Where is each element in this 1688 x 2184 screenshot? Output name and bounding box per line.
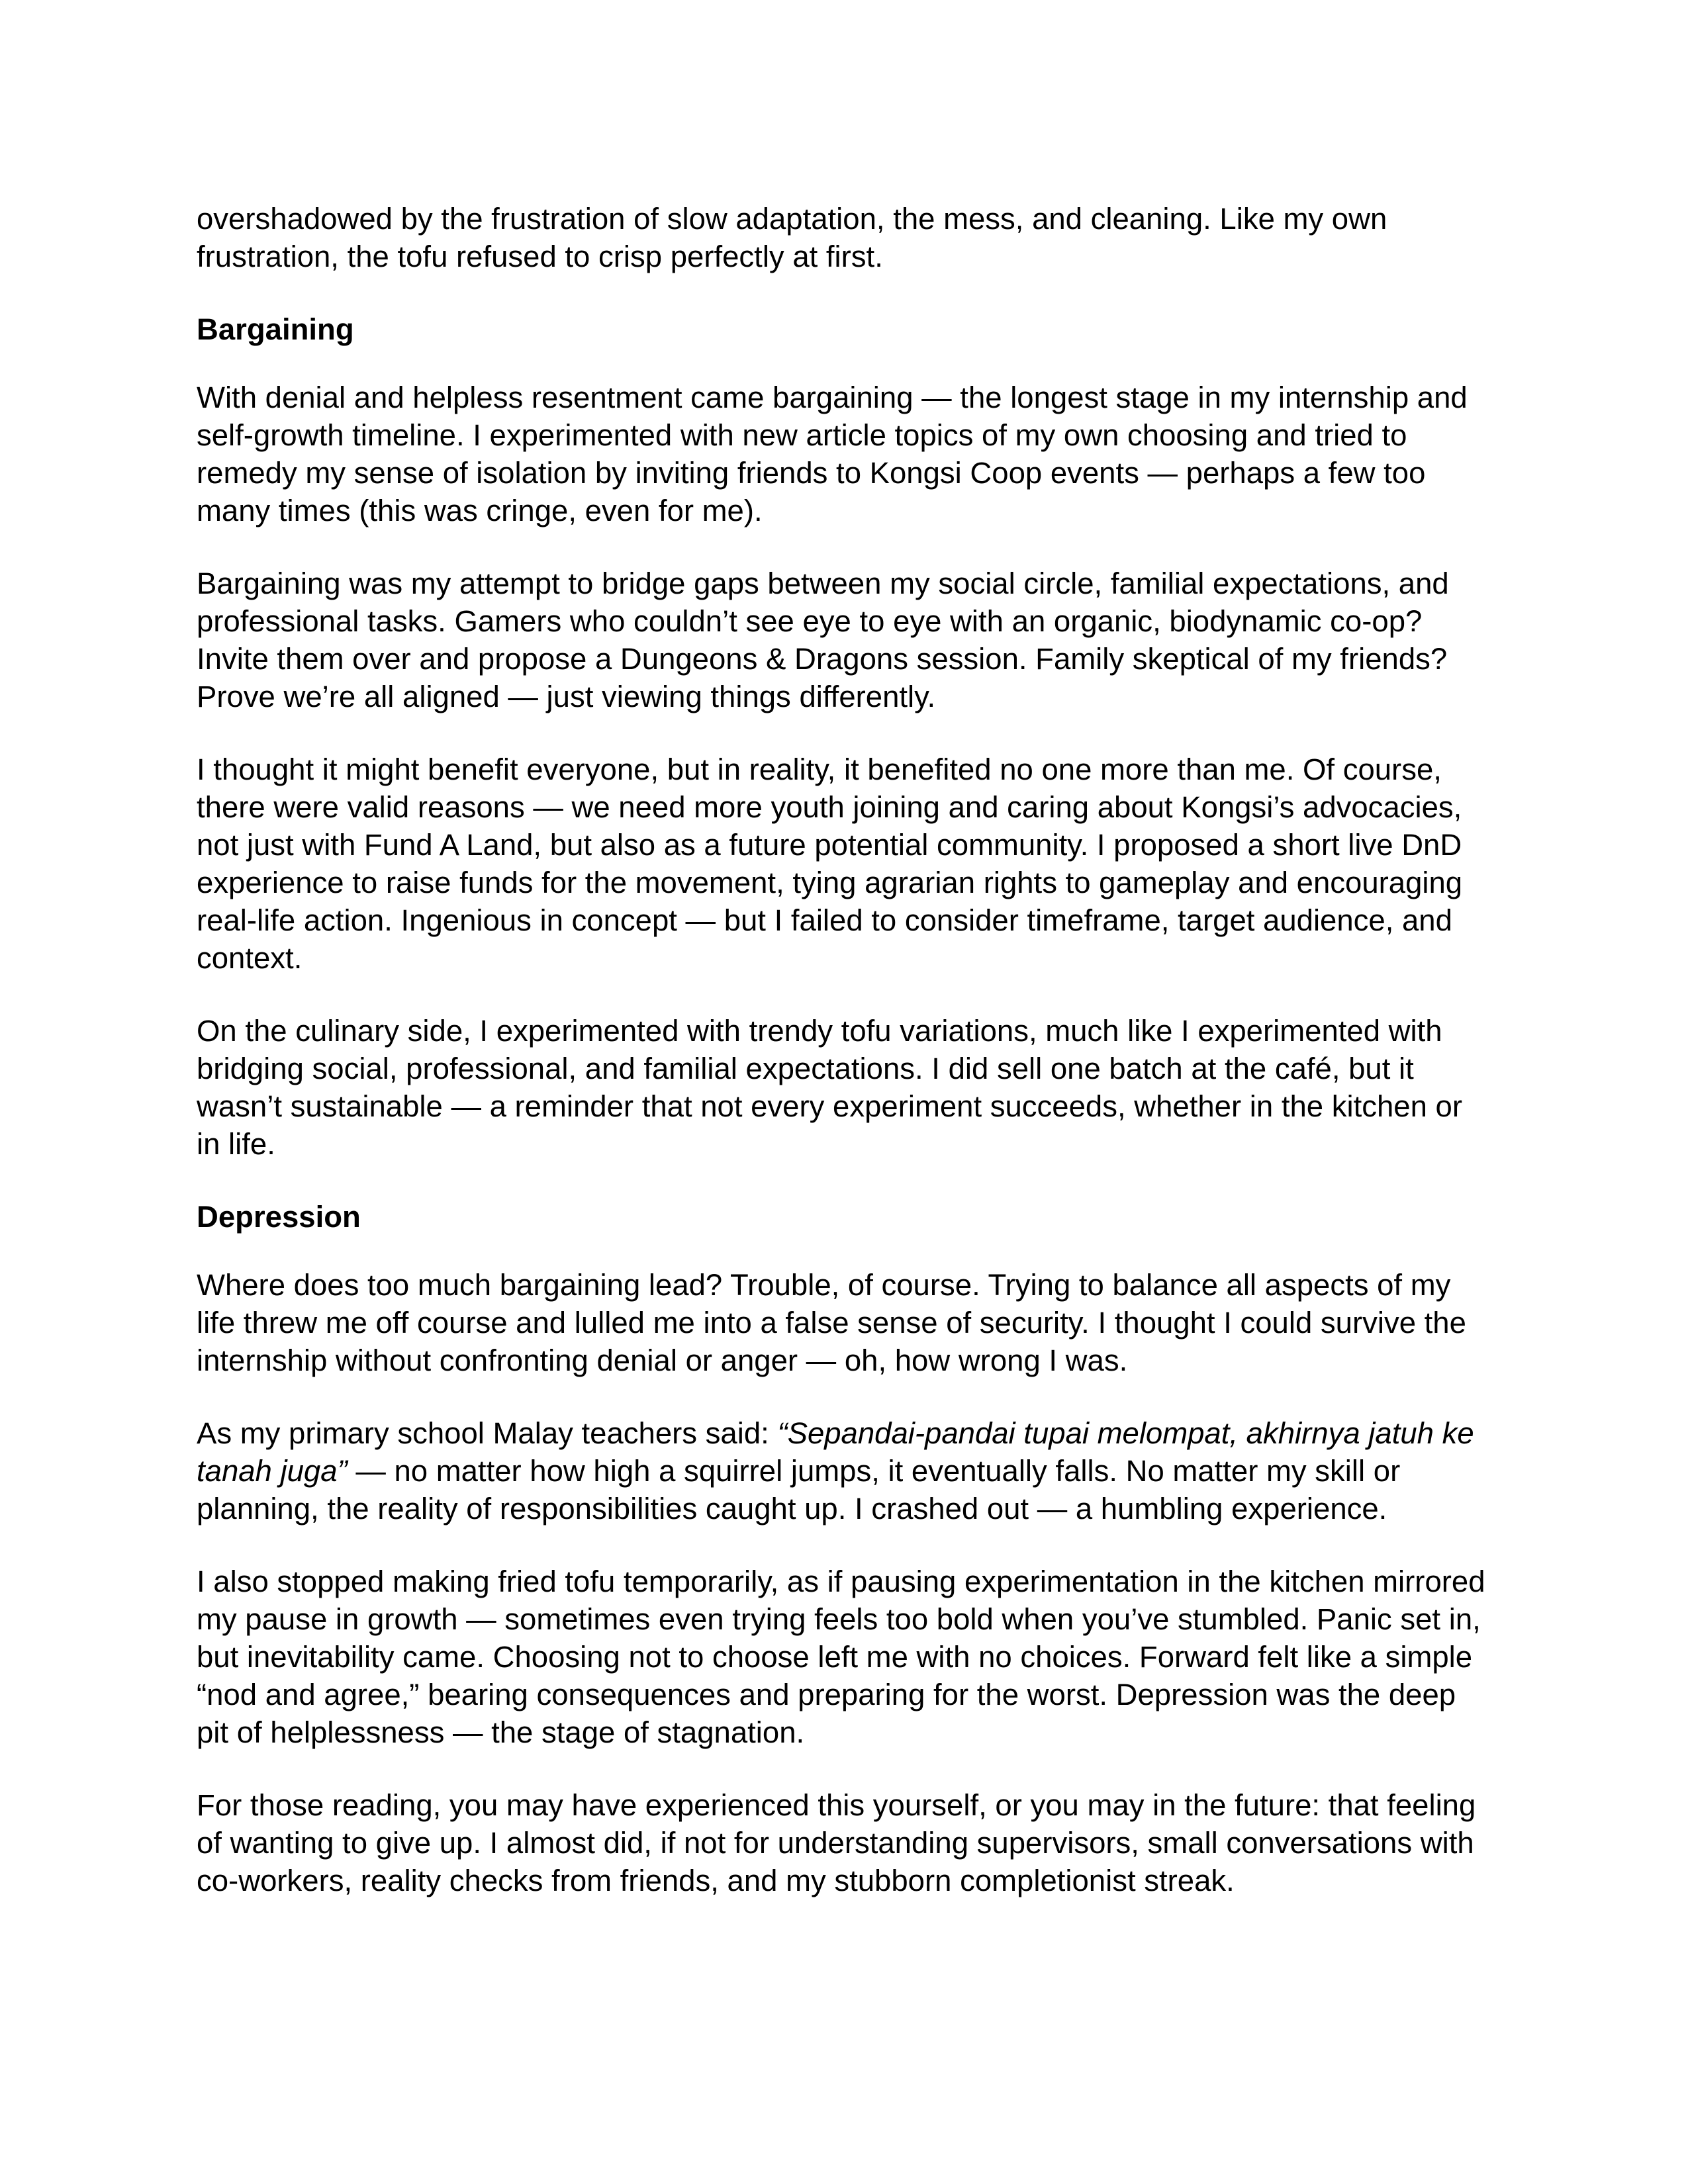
- section-heading: [197, 310, 1489, 348]
- text-run: Where does too much bargaining lead? Trouble, of course. Trying to balance all aspects of my life threw me off course and lulled me into a false sense of security. I thought I could survive the internship without confronting denial or anger — oh, how wrong I was.: [197, 1268, 1466, 1377]
- text-run: I also stopped making fried tofu temporarily, as if pausing experimentation in the kitchen mirrored my pause in growth — sometimes even trying feels too bold when you’ve stumbled. Panic set in, but inevitability came. Choosing not to choose left me with no choices. Forward felt like a simple “nod and agree,” bearing consequences and preparing for the worst. Depression was the deep pit of helplessness — the stage of stagnation.: [197, 1565, 1485, 1749]
- body-paragraph: [197, 1414, 1489, 1527]
- text-run: Bargaining: [197, 312, 354, 346]
- text-run: I thought it might benefit everyone, but in reality, it benefited no one more than me. Of course, there were valid reasons — we need more youth joining and caring about Kongsi’s advocacies, not just with Fund A Land, but also as a future potential community. I proposed a short live DnD experience to raise funds for the movement, tying agrarian rights to gameplay and encouraging real-life action. Ingenious in concept — but I failed to consider timeframe, target audience, and context.: [197, 752, 1463, 975]
- body-paragraph: [197, 379, 1489, 529]
- section-heading: [197, 1198, 1489, 1236]
- text-run: Depression: [197, 1200, 361, 1234]
- text-run: overshadowed by the frustration of slow adaptation, the mess, and cleaning. Like my own frustration, the tofu refused to crisp perfectly at first.: [197, 202, 1387, 273]
- text-run: Bargaining was my attempt to bridge gaps between my social circle, familial expectations, and professional tasks. Gamers who couldn’t see eye to eye with an organic, biodynamic co-op? Invite them over and propose a Dungeons & Dragons session. Family skeptical of my friends? Prove we’re all aligned — just viewing things differently.: [197, 567, 1449, 713]
- text-run: On the culinary side, I experimented with trendy tofu variations, much like I experimented with bridging social, professional, and familial expectations. I did sell one batch at the café, but it wasn’t sustainable — a reminder that not every experiment succeeds, whether in the kitchen or in life.: [197, 1014, 1462, 1161]
- body-paragraph: [197, 751, 1489, 977]
- body-paragraph: [197, 1563, 1489, 1751]
- text-run: For those reading, you may have experienced this yourself, or you may in the future: that feeling of wanting to give up. I almost did, if not for understanding supervisors, small conversations with co-workers, reality checks from friends, and my stubborn completionist streak.: [197, 1788, 1476, 1897]
- text-run: As my primary school Malay teachers said:: [197, 1416, 778, 1450]
- body-paragraph: [197, 565, 1489, 715]
- body-paragraph: [197, 1012, 1489, 1163]
- body-paragraph: [197, 200, 1489, 275]
- text-run: — no matter how high a squirrel jumps, it eventually falls. No matter my skill or planning, the reality of responsibilities caught up. I crashed out — a humbling experience.: [197, 1454, 1401, 1525]
- text-run: “Sepandai-pandai tupai melompat, akhirnya jatuh ke tanah juga”: [197, 1416, 1474, 1488]
- body-paragraph: [197, 1266, 1489, 1379]
- text-run: With denial and helpless resentment came bargaining — the longest stage in my internship and self-growth timeline. I experimented with new article topics of my own choosing and tried to remedy my sense of isolation by inviting friends to Kongsi Coop events — perhaps a few too many times (this was cringe, even for me).: [197, 381, 1468, 527]
- body-paragraph: [197, 1786, 1489, 1899]
- document-content: [197, 200, 1489, 1899]
